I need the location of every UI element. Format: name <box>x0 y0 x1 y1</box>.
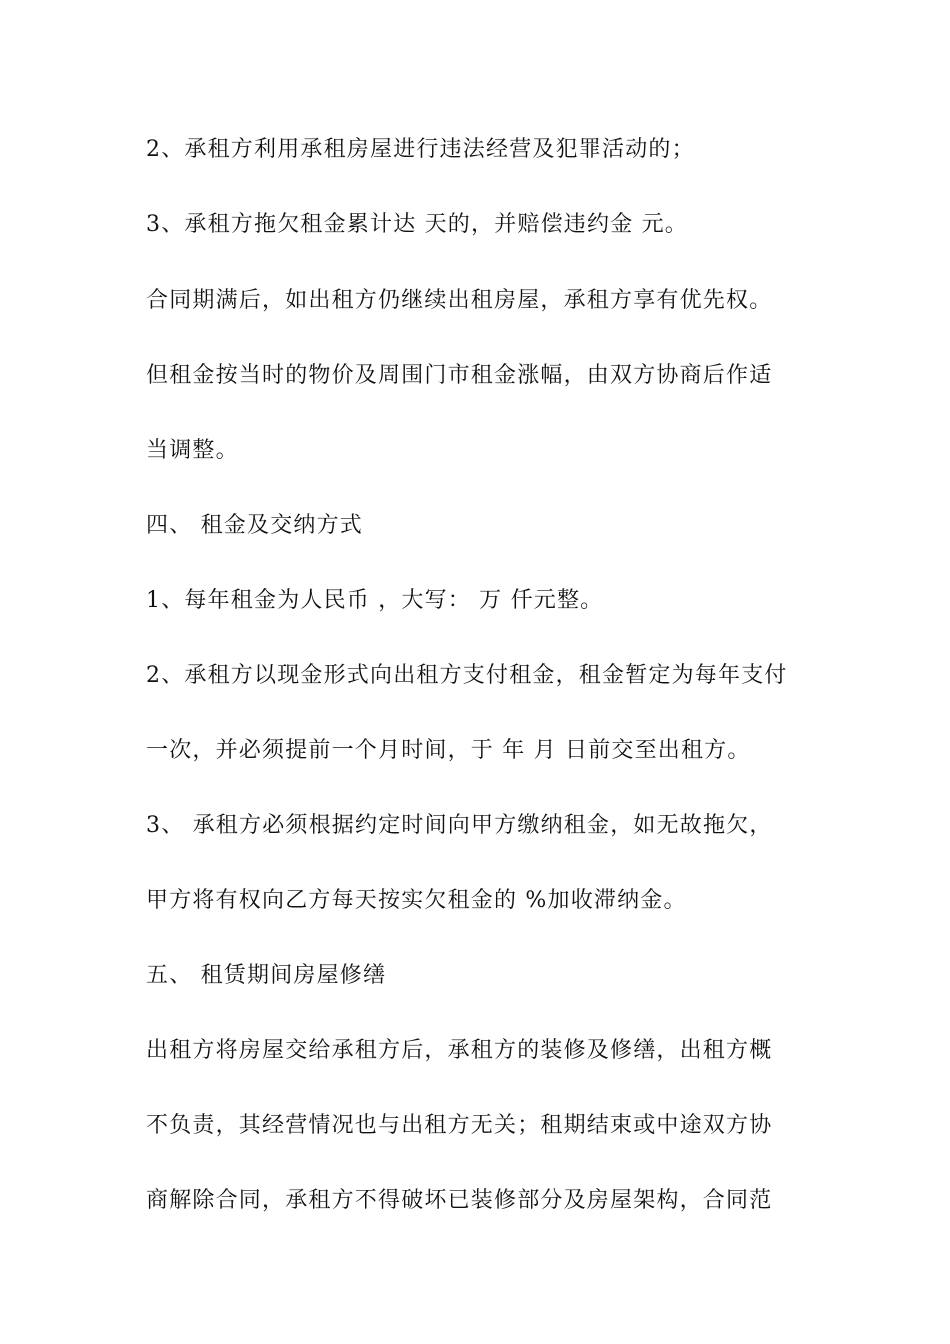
paragraph-line: 当调整。 <box>146 438 239 463</box>
clause-line: 甲方将有权向乙方每天按实欠租金的 %加收滞纳金。 <box>146 888 687 913</box>
paragraph-line: 不负责，其经营情况也与出租方无关；租期结束或中途双方协 <box>146 1113 773 1138</box>
clause-line: 2、承租方以现金形式向出租方支付租金，租金暂定为每年支付 <box>146 663 788 688</box>
paragraph-line: 但租金按当时的物价及周围门市租金涨幅，由双方协商后作适 <box>146 363 773 388</box>
paragraph-line: 出租方将房屋交给承租方后，承租方的装修及修缮，出租方概 <box>146 1038 773 1063</box>
clause-line: 3、承租方拖欠租金累计达 天的，并赔偿违约金 元。 <box>146 212 688 237</box>
section-heading: 四、 租金及交纳方式 <box>146 513 363 538</box>
clause-line: 一次，并必须提前一个月时间，于 年 月 日前交至出租方。 <box>146 738 751 763</box>
paragraph-line: 商解除合同，承租方不得破坏已装修部分及房屋架构，合同范 <box>146 1188 773 1213</box>
clause-line: 1、每年租金为人民币 ，大写： 万 仟元整。 <box>146 588 604 613</box>
clause-line: 3、 承租方必须根据约定时间向甲方缴纳租金，如无故拖欠， <box>146 813 773 838</box>
clause-line: 2、承租方利用承租房屋进行违法经营及犯罪活动的； <box>146 137 695 162</box>
section-heading: 五、 租赁期间房屋修缮 <box>146 963 387 988</box>
paragraph-line: 合同期满后，如出租方仍继续出租房屋，承租方享有优先权。 <box>146 288 773 313</box>
